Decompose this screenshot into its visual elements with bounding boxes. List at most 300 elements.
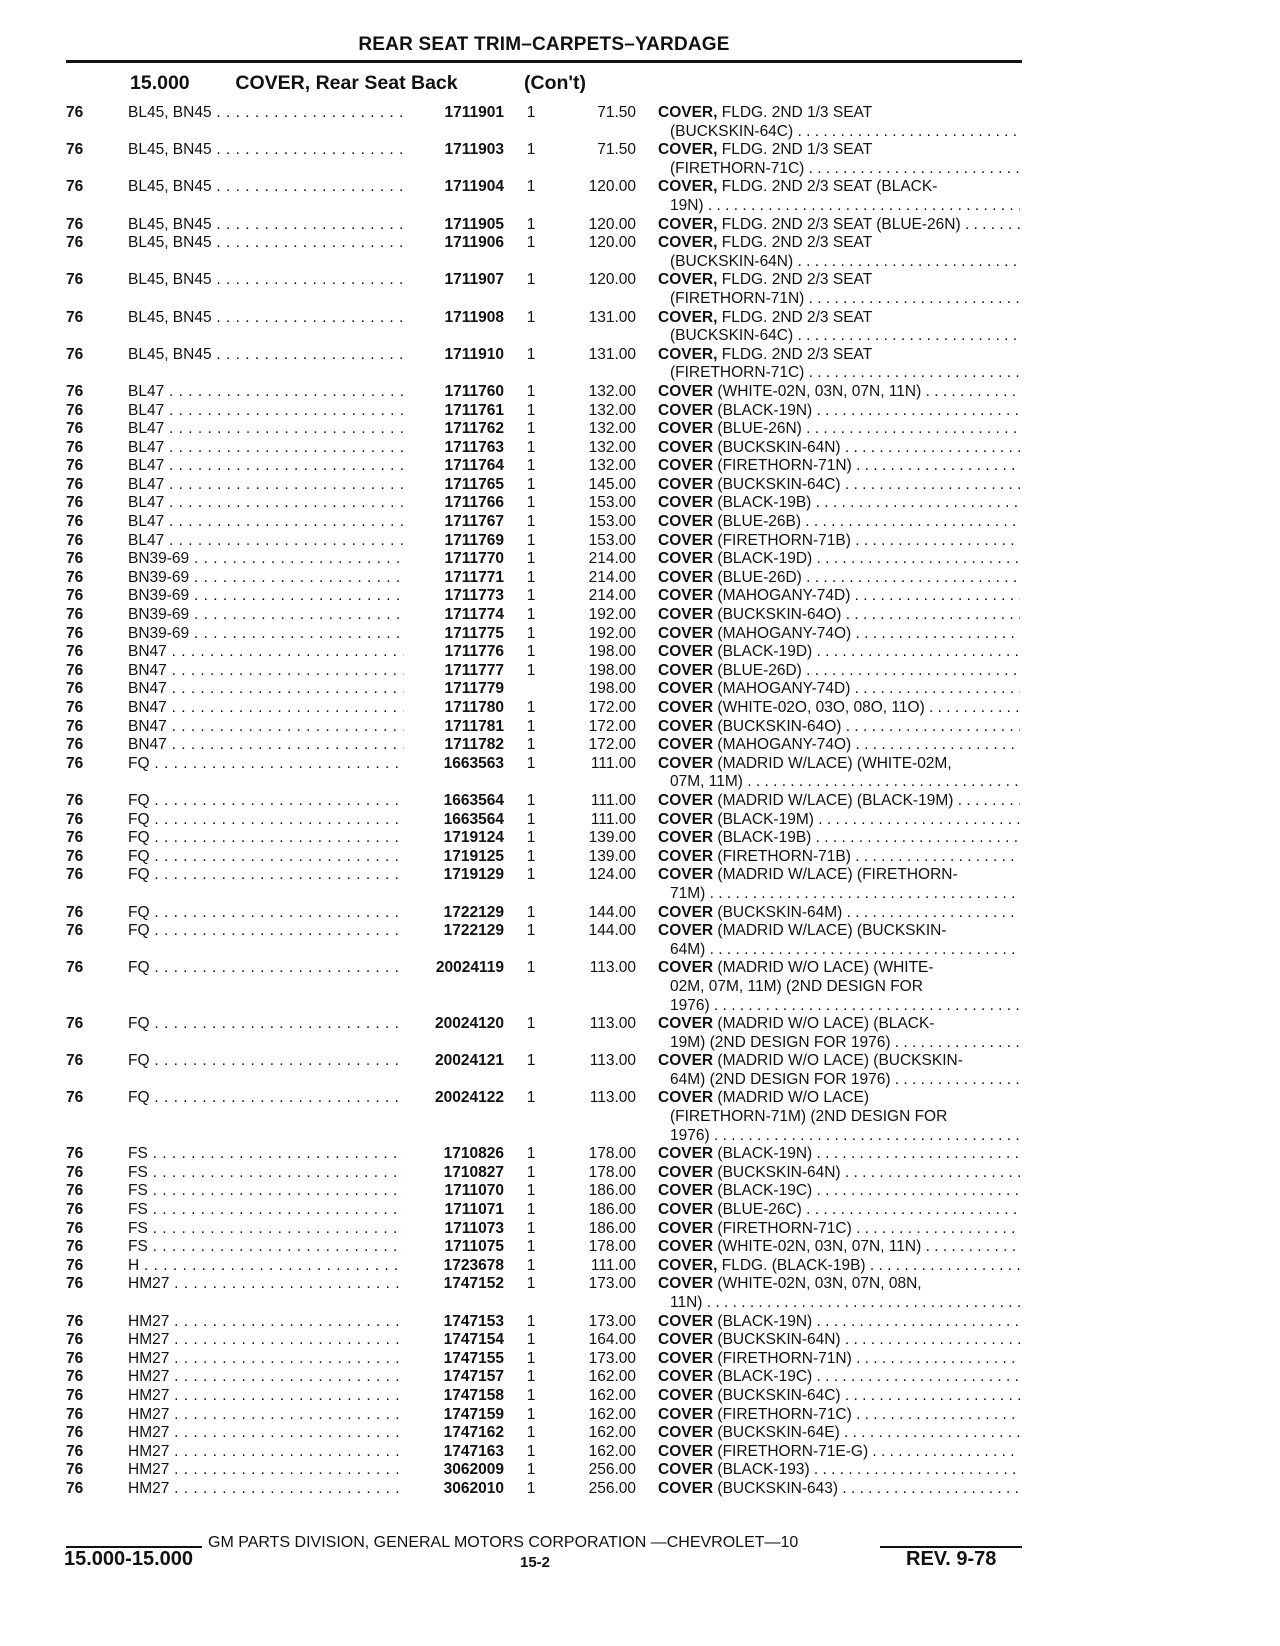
description-keyword: COVER — [658, 1479, 714, 1497]
model-code: BL47 . . . — [128, 402, 408, 421]
fig-number: 76 — [66, 382, 84, 400]
parts-list — [0, 104, 1280, 1499]
fig-number: 76 — [66, 401, 84, 419]
quantity: 1 — [526, 1256, 536, 1274]
description — [658, 383, 1020, 402]
description-text: (MADRID W/O LACE) (WHITE- — [713, 959, 934, 977]
fig-number: 76 — [66, 457, 84, 475]
price: 113.00 — [589, 1089, 636, 1107]
price: 172.00 — [588, 717, 636, 735]
price: 144.00 — [588, 903, 636, 921]
description-keyword: COVER — [658, 1387, 714, 1404]
fig-number: 76 — [66, 234, 84, 252]
description — [658, 216, 1020, 235]
description-continued: (FIRETHORN-71C) . . . — [670, 160, 1020, 179]
description-keyword: COVER — [658, 661, 714, 679]
fig-number: 76 — [66, 308, 84, 326]
quantity: 1 — [526, 810, 536, 828]
section-heading — [130, 72, 587, 95]
description-keyword: COVER — [658, 1424, 714, 1442]
description — [658, 532, 1020, 551]
quantity: 1 — [526, 438, 536, 456]
table-row — [0, 1238, 1280, 1257]
fig-number: 76 — [66, 1089, 84, 1107]
part-number: 1711762 — [404, 420, 504, 439]
description — [658, 625, 1020, 644]
description-text: (FIRETHORN-71B) — [713, 531, 851, 549]
model-code: BL47 . . . — [128, 476, 408, 495]
description-keyword: COVER, — [658, 271, 718, 289]
quantity: 1 — [526, 513, 536, 531]
price: 153.00 — [588, 513, 636, 531]
part-number: 1711767 — [404, 513, 504, 532]
description-keyword: COVER, — [658, 1256, 718, 1274]
price: 256.00 — [588, 1461, 636, 1479]
description — [658, 271, 1020, 290]
description — [658, 755, 1020, 774]
table-row — [0, 922, 1280, 959]
price: 186.00 — [588, 1182, 636, 1200]
quantity: 1 — [526, 959, 536, 977]
table-row — [0, 420, 1280, 439]
table-row — [0, 309, 1280, 346]
price: 120.00 — [588, 234, 636, 252]
part-number: 1710826 — [404, 1145, 504, 1164]
description-keyword: COVER — [658, 587, 714, 605]
table-row — [0, 736, 1280, 755]
description-text: FLDG. (BLACK-19B) — [717, 1256, 866, 1274]
price: 132.00 — [588, 420, 636, 438]
table-row — [0, 550, 1280, 569]
quantity: 1 — [526, 1387, 536, 1404]
model-code: BN47 . . . — [128, 662, 408, 681]
description — [658, 1313, 1020, 1332]
table-row — [0, 1368, 1280, 1387]
description — [658, 346, 1020, 365]
part-number: 1747155 — [404, 1350, 504, 1369]
model-code: HM27 . . . — [128, 1424, 408, 1443]
price: 113.00 — [589, 1015, 636, 1033]
part-number: 1711771 — [404, 569, 504, 588]
description — [658, 569, 1020, 588]
model-code: HM27 . . . — [128, 1275, 408, 1294]
model-code: FQ . . . — [128, 1089, 408, 1108]
description-keyword: COVER — [658, 1405, 714, 1423]
quantity: 1 — [526, 1219, 536, 1237]
model-code: FS . . . — [128, 1201, 408, 1220]
part-number: 1711776 — [404, 643, 504, 662]
quantity: 1 — [526, 829, 536, 847]
description-text: FLDG. 2ND 2/3 SEAT (BLACK- — [717, 178, 938, 196]
description — [658, 402, 1020, 421]
description-text: (MADRID W/O LACE) — [713, 1089, 869, 1107]
description-keyword: COVER, — [658, 178, 718, 196]
description-continued: 64M) . . . — [670, 941, 1020, 960]
model-code: BL45, BN45 . . . — [128, 234, 408, 253]
table-row — [0, 346, 1280, 383]
model-code: BN39-69 . . . — [128, 587, 408, 606]
quantity: 1 — [526, 1275, 536, 1293]
table-row — [0, 476, 1280, 495]
description-text: (MAHOGANY-74O) — [713, 736, 852, 754]
table-row — [0, 699, 1280, 718]
part-number: 1663564 — [404, 792, 504, 811]
model-code: FS . . . — [128, 1164, 408, 1183]
description-keyword: COVER — [658, 401, 714, 419]
description-keyword: COVER, — [658, 308, 718, 326]
fig-number: 76 — [66, 754, 84, 772]
description-keyword: COVER — [658, 1219, 714, 1237]
top-rule — [66, 60, 1022, 63]
part-number: 1711071 — [404, 1201, 504, 1220]
description — [658, 718, 1020, 737]
quantity: 1 — [526, 1312, 536, 1330]
fig-number: 76 — [66, 1368, 84, 1386]
table-row — [0, 1350, 1280, 1369]
description — [658, 1201, 1020, 1220]
description — [658, 792, 1020, 811]
part-number: 20024121 — [404, 1052, 504, 1071]
description-text: (FIRETHORN-71N) — [713, 1349, 852, 1367]
description — [658, 1443, 1020, 1462]
fig-number: 76 — [66, 736, 84, 754]
part-number: 1747152 — [404, 1275, 504, 1294]
fig-number: 76 — [66, 1424, 84, 1442]
price: 178.00 — [588, 1145, 636, 1163]
description — [658, 736, 1020, 755]
quantity: 1 — [526, 1015, 536, 1033]
fig-number: 76 — [66, 1479, 84, 1497]
quantity: 1 — [526, 475, 536, 493]
model-code: FQ . . . — [128, 866, 408, 885]
description — [658, 141, 1020, 160]
description-continued: (BUCKSKIN-64C) . . . — [670, 327, 1020, 346]
quantity: 1 — [526, 754, 536, 772]
part-number: 1719129 — [404, 866, 504, 885]
price: 178.00 — [588, 1163, 636, 1181]
price: 131.00 — [588, 308, 636, 326]
description — [658, 829, 1020, 848]
part-number: 1663564 — [404, 811, 504, 830]
part-number: 1711908 — [404, 309, 504, 328]
quantity: 1 — [526, 903, 536, 921]
description-keyword: COVER — [658, 1182, 714, 1200]
description — [658, 1145, 1020, 1164]
description-continued: 71M) . . . — [670, 885, 1020, 904]
quantity: 1 — [526, 104, 536, 121]
quantity: 1 — [526, 1182, 536, 1200]
description — [658, 959, 1020, 978]
part-number: 1711906 — [404, 234, 504, 253]
table-row — [0, 587, 1280, 606]
model-code: FQ . . . — [128, 848, 408, 867]
model-code: HM27 . . . — [128, 1406, 408, 1425]
fig-number: 76 — [66, 1201, 84, 1219]
description-keyword: COVER — [658, 457, 714, 475]
description-text: (BUCKSKIN-64O) — [713, 717, 842, 735]
quantity: 1 — [526, 1461, 536, 1479]
description-text: (FIRETHORN-71N) — [713, 457, 852, 475]
description — [658, 234, 1020, 253]
price: 162.00 — [588, 1387, 636, 1404]
description-text: (MADRID W/O LACE) (BLACK- — [713, 1015, 935, 1033]
description-keyword: COVER — [658, 606, 714, 624]
table-row — [0, 234, 1280, 271]
quantity: 1 — [526, 624, 536, 642]
page-title: REAR SEAT TRIM–CARPETS–YARDAGE — [358, 34, 730, 55]
description — [658, 1461, 1020, 1480]
description-keyword: COVER — [658, 1201, 714, 1219]
description-text: (BLUE-26N) — [713, 420, 802, 438]
quantity: 1 — [526, 866, 536, 884]
model-code: FS . . . — [128, 1182, 408, 1201]
table-row — [0, 494, 1280, 513]
table-row — [0, 680, 1280, 699]
description-keyword: COVER — [658, 550, 714, 568]
description-continued: (FIRETHORN-71C) . . . — [670, 364, 1020, 383]
fig-number: 76 — [66, 1312, 84, 1330]
description-keyword: COVER — [658, 847, 714, 865]
table-row — [0, 402, 1280, 421]
description-text: (BLACK-19N) — [713, 1145, 813, 1163]
description — [658, 1406, 1020, 1425]
part-number: 1747162 — [404, 1424, 504, 1443]
quantity: 1 — [526, 531, 536, 549]
description-keyword: COVER — [658, 1015, 714, 1033]
table-row — [0, 1145, 1280, 1164]
description-text: (BUCKSKIN-64O) — [713, 606, 842, 624]
section-continued: (Con't) — [524, 72, 587, 94]
price: 132.00 — [588, 457, 636, 475]
part-number: 1711901 — [404, 104, 504, 123]
quantity: 1 — [526, 847, 536, 865]
description-text: (MADRID W/LACE) (FIRETHORN- — [713, 866, 958, 884]
description-keyword: COVER — [658, 1275, 714, 1293]
model-code: H . . . — [128, 1257, 408, 1276]
model-code: FQ . . . — [128, 922, 408, 941]
fig-number: 76 — [66, 1461, 84, 1479]
fig-number: 76 — [66, 903, 84, 921]
part-number: 1711766 — [404, 494, 504, 513]
table-row — [0, 271, 1280, 308]
table-row — [0, 643, 1280, 662]
part-number: 1711070 — [404, 1182, 504, 1201]
quantity: 1 — [526, 1405, 536, 1423]
table-row — [0, 1015, 1280, 1052]
description — [658, 680, 1020, 699]
quantity: 1 — [526, 1163, 536, 1181]
quantity: 1 — [526, 1424, 536, 1442]
price: 198.00 — [588, 680, 636, 698]
fig-number: 76 — [66, 847, 84, 865]
description — [658, 494, 1020, 513]
model-code: BN47 . . . — [128, 699, 408, 718]
description — [658, 513, 1020, 532]
table-row — [0, 1201, 1280, 1220]
table-row — [0, 141, 1280, 178]
model-code: BL47 . . . — [128, 439, 408, 458]
quantity: 1 — [526, 699, 536, 716]
model-code: BN39-69 . . . — [128, 569, 408, 588]
price: 192.00 — [588, 606, 636, 624]
fig-number: 76 — [66, 1256, 84, 1274]
fig-number: 76 — [66, 531, 84, 549]
table-row — [0, 1052, 1280, 1089]
part-number: 1711903 — [404, 141, 504, 160]
price: 173.00 — [588, 1312, 636, 1330]
fig-number: 76 — [66, 829, 84, 847]
description — [658, 1368, 1020, 1387]
description — [658, 1015, 1020, 1034]
description-keyword: COVER — [658, 1089, 714, 1107]
fig-number: 76 — [66, 866, 84, 884]
part-number: 20024122 — [404, 1089, 504, 1108]
description-keyword: COVER — [658, 513, 714, 531]
price: 173.00 — [588, 1349, 636, 1367]
part-number: 1711765 — [404, 476, 504, 495]
fig-number: 76 — [66, 791, 84, 809]
description-keyword: COVER, — [658, 345, 718, 363]
description-keyword: COVER — [658, 1163, 714, 1181]
footer-revision: REV. 9-78 — [906, 1548, 997, 1570]
part-number: 1711763 — [404, 439, 504, 458]
quantity: 1 — [526, 178, 536, 196]
description — [658, 1052, 1020, 1071]
model-code: HM27 . . . — [128, 1313, 408, 1332]
fig-number: 76 — [66, 680, 84, 698]
description-text: (MADRID W/LACE) (BUCKSKIN- — [713, 922, 947, 940]
model-code: HM27 . . . — [128, 1480, 408, 1499]
part-number: 1719125 — [404, 848, 504, 867]
section-number: 15.000 — [130, 72, 190, 94]
fig-number: 76 — [66, 1442, 84, 1460]
table-row — [0, 178, 1280, 215]
description-text: (FIRETHORN-71C) — [713, 1405, 852, 1423]
part-number: 1711769 — [404, 532, 504, 551]
table-row — [0, 1443, 1280, 1462]
fig-number: 76 — [66, 1349, 84, 1367]
description-text: (BLACK-19C) — [713, 1182, 813, 1200]
fig-number: 76 — [66, 513, 84, 531]
quantity: 1 — [526, 587, 536, 605]
description-keyword: COVER — [658, 717, 714, 735]
part-number: 1711775 — [404, 625, 504, 644]
fig-number: 76 — [66, 1238, 84, 1256]
quantity: 1 — [526, 1349, 536, 1367]
part-number: 1711073 — [404, 1220, 504, 1239]
description-keyword: COVER, — [658, 215, 718, 233]
price: 132.00 — [588, 382, 636, 400]
model-code: BN47 . . . — [128, 643, 408, 662]
description — [658, 866, 1020, 885]
price: 139.00 — [588, 829, 636, 847]
description — [658, 1257, 1020, 1276]
description-text: (BLACK-19B) — [713, 494, 812, 512]
price: 186.00 — [588, 1201, 636, 1219]
quantity: 1 — [526, 234, 536, 252]
description-keyword: COVER — [658, 420, 714, 438]
table-row — [0, 1313, 1280, 1332]
footer-page-number: 15-2 — [520, 1554, 551, 1571]
description — [658, 643, 1020, 662]
description-continued: (FIRETHORN-71M) (2ND DESIGN FOR — [670, 1108, 948, 1126]
fig-number: 76 — [66, 810, 84, 828]
description-text: (MAHOGANY-74D) — [713, 587, 851, 605]
part-number: 1711910 — [404, 346, 504, 365]
table-row — [0, 1406, 1280, 1425]
model-code: FQ . . . — [128, 1052, 408, 1071]
table-row — [0, 848, 1280, 867]
model-code: FQ . . . — [128, 792, 408, 811]
price: 214.00 — [588, 550, 636, 568]
quantity: 1 — [526, 141, 536, 159]
table-row — [0, 755, 1280, 792]
model-code: HM27 . . . — [128, 1387, 408, 1406]
quantity: 1 — [526, 401, 536, 419]
fig-number: 76 — [66, 494, 84, 512]
fig-number: 76 — [66, 643, 84, 661]
description-text: FLDG. 2ND 2/3 SEAT (BLUE-26N) — [717, 215, 961, 233]
description-keyword: COVER — [658, 922, 714, 940]
description-text: FLDG. 2ND 2/3 SEAT — [717, 234, 873, 252]
fig-number: 76 — [66, 550, 84, 568]
model-code: FQ . . . — [128, 829, 408, 848]
model-code: FQ . . . — [128, 755, 408, 774]
quantity: 1 — [526, 1201, 536, 1219]
part-number: 1722129 — [404, 904, 504, 923]
description-text: (MAHOGANY-74O) — [713, 624, 852, 642]
price: 111.00 — [590, 810, 636, 828]
description — [658, 439, 1020, 458]
part-number: 1711781 — [404, 718, 504, 737]
price: 186.00 — [588, 1219, 636, 1237]
part-number: 1747153 — [404, 1313, 504, 1332]
model-code: HM27 . . . — [128, 1350, 408, 1369]
description-text: (BLUE-26B) — [713, 513, 801, 531]
part-number: 1747154 — [404, 1331, 504, 1350]
price: 120.00 — [588, 178, 636, 196]
description-keyword: COVER — [658, 1312, 714, 1330]
model-code: HM27 . . . — [128, 1331, 408, 1350]
quantity: 1 — [526, 1331, 536, 1349]
description-text: (BLUE-26D) — [713, 568, 802, 586]
table-row — [0, 1257, 1280, 1276]
part-number: 1723678 — [404, 1257, 504, 1276]
model-code: FQ . . . — [128, 959, 408, 978]
fig-number: 76 — [66, 1387, 84, 1404]
description — [658, 1350, 1020, 1369]
part-number: 1711904 — [404, 178, 504, 197]
description-keyword: COVER — [658, 568, 714, 586]
description-keyword: COVER — [658, 680, 714, 698]
description — [658, 1424, 1020, 1443]
fig-number: 76 — [66, 587, 84, 605]
table-row — [0, 1331, 1280, 1350]
table-row — [0, 1424, 1280, 1443]
description-continued: (BUCKSKIN-64C) . . . — [670, 123, 1020, 142]
part-number: 1711761 — [404, 402, 504, 421]
description-keyword: COVER — [658, 624, 714, 642]
table-row — [0, 904, 1280, 923]
model-code: BL47 . . . — [128, 513, 408, 532]
part-number: 1747159 — [404, 1406, 504, 1425]
model-code: BL45, BN45 . . . — [128, 216, 408, 235]
description-text: FLDG. 2ND 2/3 SEAT — [717, 308, 873, 326]
fig-number: 76 — [66, 1182, 84, 1200]
description-keyword: COVER — [658, 1461, 714, 1479]
model-code: HM27 . . . — [128, 1443, 408, 1462]
description-text: (BLACK-19M) — [713, 810, 814, 828]
